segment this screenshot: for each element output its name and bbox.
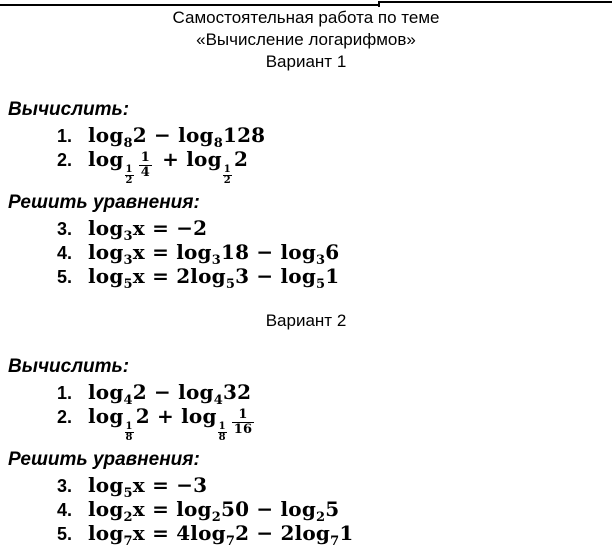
variant-2-calc-items — [57, 380, 612, 443]
worksheet-title — [0, 7, 612, 73]
math-text: x = log — [132, 240, 212, 264]
fraction-denominator: 2 — [223, 175, 231, 186]
variant-1-solve-items — [57, 216, 612, 292]
math-text: 2 — [233, 147, 249, 171]
fraction-denominator: 8 — [125, 432, 133, 443]
log-base-fraction — [125, 422, 134, 443]
fraction — [232, 408, 255, 437]
log-base-fraction — [218, 422, 227, 443]
item-number: 4. — [57, 243, 73, 263]
variant-2-section — [0, 356, 612, 549]
table-border-notch — [378, 1, 380, 7]
math-text: 50 − log — [220, 497, 317, 521]
log-base-subscript: 8 — [213, 136, 223, 151]
problem-item — [57, 240, 612, 268]
log-base-fraction — [125, 165, 134, 186]
problem-item — [57, 380, 612, 408]
variant-2-heading: Вариант 2 — [265, 311, 347, 330]
fraction-numerator: 1 — [223, 164, 231, 175]
log-base-subscript: 7 — [225, 534, 236, 549]
math-expression — [88, 216, 208, 244]
log-base-subscript: 2 — [316, 510, 326, 525]
variant-2-calculate-label: Вычислить: — [8, 356, 130, 377]
item-number: 5. — [57, 524, 73, 544]
title-line-1: Самостоятельная работа по теме — [172, 8, 440, 27]
math-text: log — [88, 123, 124, 147]
variant-2-solve-items — [57, 473, 612, 549]
math-text: log — [88, 473, 124, 497]
math-text: 2 + log — [135, 404, 217, 428]
fraction-denominator: 16 — [233, 422, 253, 437]
fraction-denominator: 2 — [125, 175, 133, 186]
log-base-subscript: 4 — [213, 393, 223, 408]
fraction-numerator: 1 — [125, 164, 133, 175]
math-text: 2 − log — [132, 380, 214, 404]
math-text: x = −3 — [132, 473, 208, 497]
log-base-subscript: 4 — [123, 393, 133, 408]
problem-item — [57, 473, 612, 501]
fraction-numerator: 1 — [125, 421, 133, 432]
fraction-denominator: 8 — [218, 432, 226, 443]
problem-item — [57, 404, 612, 443]
math-text: log — [88, 147, 124, 171]
problem-item — [57, 216, 612, 244]
math-text: 1 — [339, 521, 354, 545]
item-number: 3. — [57, 476, 73, 496]
problem-item — [57, 521, 612, 549]
item-number: 2. — [57, 150, 73, 170]
problem-item — [57, 264, 612, 292]
math-expression — [88, 123, 266, 151]
problem-item — [57, 123, 612, 151]
problem-item — [57, 147, 612, 186]
table-border-top-left — [0, 4, 380, 6]
math-text: x = 2log — [132, 264, 226, 288]
math-text: 2 − log — [132, 123, 214, 147]
item-number: 1. — [57, 383, 73, 403]
item-number: 1. — [57, 126, 73, 146]
math-text: log — [88, 264, 124, 288]
log-base-subscript: 2 — [211, 510, 221, 525]
log-base-fraction — [223, 165, 232, 186]
log-base-subscript: 5 — [316, 277, 326, 292]
fraction-numerator: 1 — [238, 407, 248, 422]
math-text: log — [88, 216, 124, 240]
fraction-numerator: 1 — [218, 421, 226, 432]
variant-1-calc-items — [57, 123, 612, 186]
math-text: x = log — [132, 497, 212, 521]
math-text: x = −2 — [132, 216, 208, 240]
variant-1-solve-equations-label: Решить уравнения: — [8, 192, 200, 213]
variant-1-heading: Вариант 1 — [265, 52, 347, 71]
variant-1-section — [0, 99, 612, 292]
variant-1-calculate-label: Вычислить: — [8, 99, 130, 120]
math-expression — [88, 147, 248, 186]
math-expression — [88, 404, 257, 443]
log-base-subscript: 3 — [316, 253, 326, 268]
log-base-subscript: 3 — [123, 229, 133, 244]
fraction — [139, 151, 152, 180]
math-text: 2 − 2log — [235, 521, 331, 545]
problem-item — [57, 497, 612, 525]
math-text: 18 − log — [220, 240, 317, 264]
log-base-subscript: 7 — [123, 534, 133, 549]
math-text: + log — [154, 147, 222, 171]
math-text: x = 4log — [132, 521, 226, 545]
log-base-subscript: 5 — [225, 277, 236, 292]
log-base-subscript: 5 — [123, 277, 133, 292]
math-text: log — [88, 521, 124, 545]
math-text: 1 — [325, 264, 340, 288]
log-base-subscript: 8 — [123, 136, 133, 151]
log-base-subscript: 3 — [211, 253, 221, 268]
math-expression — [88, 380, 252, 408]
item-number: 5. — [57, 267, 73, 287]
math-text: log — [88, 380, 124, 404]
math-text: 32 — [222, 380, 252, 404]
math-text: log — [88, 497, 124, 521]
log-base-subscript: 5 — [123, 486, 133, 501]
title-line-2: «Вычисление логарифмов» — [196, 30, 416, 49]
log-base-subscript: 3 — [123, 253, 133, 268]
fraction-denominator: 4 — [140, 165, 150, 180]
math-text: 6 — [325, 240, 340, 264]
log-base-subscript: 7 — [330, 534, 340, 549]
fraction-numerator: 1 — [140, 150, 150, 165]
item-number: 3. — [57, 219, 73, 239]
math-text: 5 — [325, 497, 340, 521]
item-number: 2. — [57, 407, 73, 427]
math-text: log — [88, 404, 124, 428]
variant-2-solve-equations-label: Решить уравнения: — [8, 449, 200, 470]
item-number: 4. — [57, 500, 73, 520]
log-base-subscript: 2 — [123, 510, 133, 525]
math-expression — [88, 473, 208, 501]
math-text: 128 — [222, 123, 266, 147]
math-text: log — [88, 240, 124, 264]
math-text: 3 − log — [235, 264, 316, 288]
table-border-top-right — [378, 1, 612, 3]
